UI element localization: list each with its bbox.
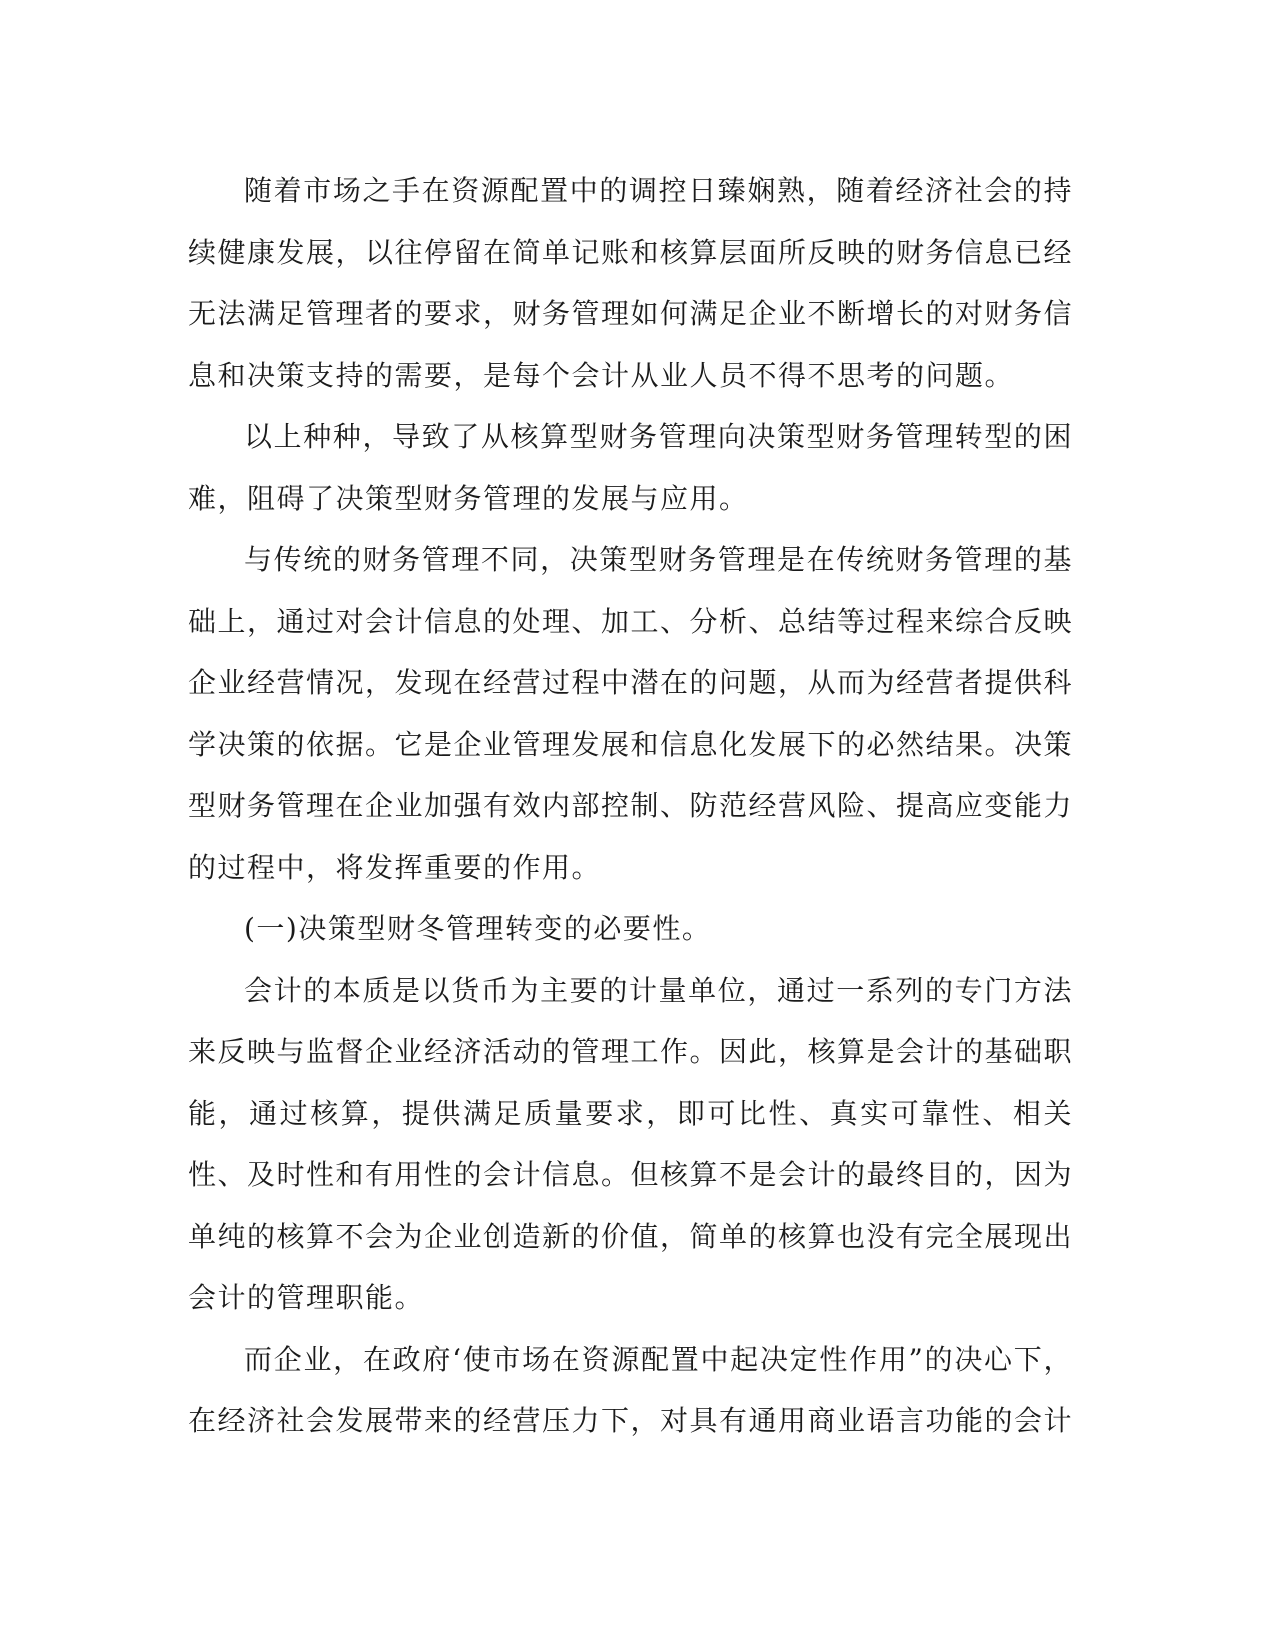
paragraph-enterprise-pressure: 而企业，在政府‘使市场在资源配置中起决定性作用”的决心下，在经济社会发展带来的经营压力下，对具有通用商业语言功能的会计 [188, 1342, 1074, 1437]
section-heading-necessity: (一)决策型财冬管理转变的必要性。 [244, 912, 712, 945]
paragraph-market-background: 随着市场之手在资源配置中的调控日臻娴熟，随着经济社会的持续健康发展，以往停留在简单记账和核算层面所反映的财务信息已经无法满足管理者的要求，财务管理如何满足企业不断增长的对财务信息和决策支持的需要，是每个会计从业人员不得不思考的问题。 [188, 174, 1074, 392]
body-text [188, 160, 1073, 1452]
paragraph-transition-difficulty: 以上种种，导致了从核算型财务管理向决策型财务管理转型的困难，阻碍了决策型财务管理的发展与应用。 [188, 420, 1073, 515]
paragraph-decision-finance-definition: 与传统的财务管理不同，决策型财务管理是在传统财务管理的基础上，通过对会计信息的处理、加工、分析、总结等过程来综合反映企业经营情况，发现在经营过程中潜在的问题，从而为经营者提供科学决策的依据。它是企业管理发展和信息化发展下的必然结果。决策型财务管理在企业加强有效内部控制、防范经营风险、提高应变能力的过程中，将发挥重要的作用。 [188, 543, 1074, 884]
paragraph-accounting-essence: 会计的本质是以货币为主要的计量单位，通过一系列的专门方法来反映与监督企业经济活动的管理工作。因此，核算是会计的基础职能，通过核算，提供满足质量要求，即可比性、真实可靠性、相关性、及时性和有用性的会计信息。但核算不是会计的最终目的，因为单纯的核算不会为企业创造新的价值，简单的核算也没有完全展现出会计的管理职能。 [188, 973, 1074, 1314]
